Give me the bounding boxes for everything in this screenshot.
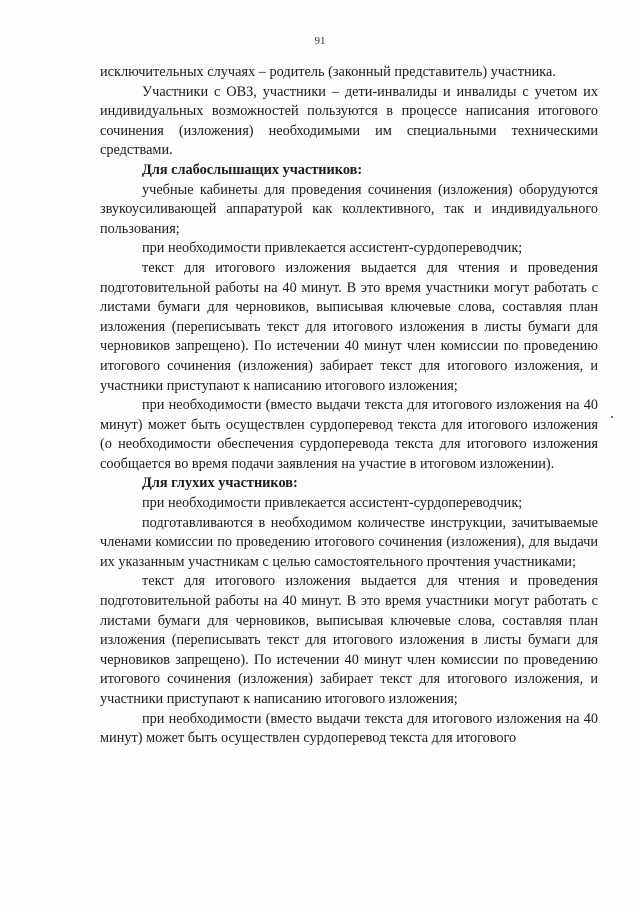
paragraph-special-means: Участники с ОВЗ, участники – дети-инвалиды и инвалиды с учетом их индивидуальных возможностей пользуются в процессе написания итогового сочинения (изложения) необходимыми им специальными техническими средствами. — [100, 83, 598, 159]
page-number: 91 — [314, 35, 326, 47]
paragraph-sign-translation: при необходимости (вместо выдачи текста для итогового изложения на 40 минут) может быть осуществлен сурдоперевод текста для итогового — [100, 710, 598, 747]
scan-speck — [611, 416, 613, 418]
paragraph-sign-translation: при необходимости (вместо выдачи текста для итогового изложения на 40 минут) может быть осуществлен сурдоперевод текста для итогового изложения (о необходимости обеспечения сурдоперевода текста для итогового изложения сообщается во время подачи заявления на участие в итоговом изложении). — [100, 397, 598, 472]
paragraph-instructions: подготавливаются в необходимом количестве инструкции, зачитываемые членами комиссии по проведению итогового сочинения (изложения), для выдачи их указанным участникам с целью самостоятельного прочтения участниками; — [100, 514, 598, 570]
paragraph-text-preparation: текст для итогового изложения выдается для чтения и проведения подготовительной работы на 40 минут. В это время участники могут работать с листами бумаги для черновиков, выписывая ключевые слова, составляя план изложения (переписывать текст для итогового изложения в листы бумаги для черновиков запрещено). По истечении 40 минут член комиссии по проведению итогового сочинения (изложения) забирает текст для итогового изложения, и участники приступают к написанию итогового изложения; — [100, 259, 598, 394]
paragraph-sound-equipment: учебные кабинеты для проведения сочинения (изложения) оборудуются звукоусиливающей аппаратурой как коллективного, так и индивидуального пользования; — [100, 181, 598, 237]
paragraph-text-preparation: текст для итогового изложения выдается для чтения и проведения подготовительной работы на 40 минут. В это время участники могут работать с листами бумаги для черновиков, выписывая ключевые слова, составляя план изложения (переписывать текст для итогового изложения в листы бумаги для черновиков запрещено). По истечении 40 минут член комиссии по проведению итогового сочинения (изложения) забирает текст для итогового изложения, и участники приступают к написанию итогового изложения; — [100, 573, 598, 707]
heading-hard-of-hearing: Для слабослышащих участников: — [142, 161, 363, 178]
paragraph-continuation: исключительных случаях – родитель (законный представитель) участника. — [100, 64, 556, 80]
document-body — [100, 63, 598, 749]
heading-deaf: Для глухих участников: — [142, 475, 298, 492]
paragraph-interpreter: при необходимости привлекается ассистент-сурдопереводчик; — [142, 240, 523, 257]
paragraph-interpreter: при необходимости привлекается ассистент-сурдопереводчик; — [142, 495, 523, 512]
